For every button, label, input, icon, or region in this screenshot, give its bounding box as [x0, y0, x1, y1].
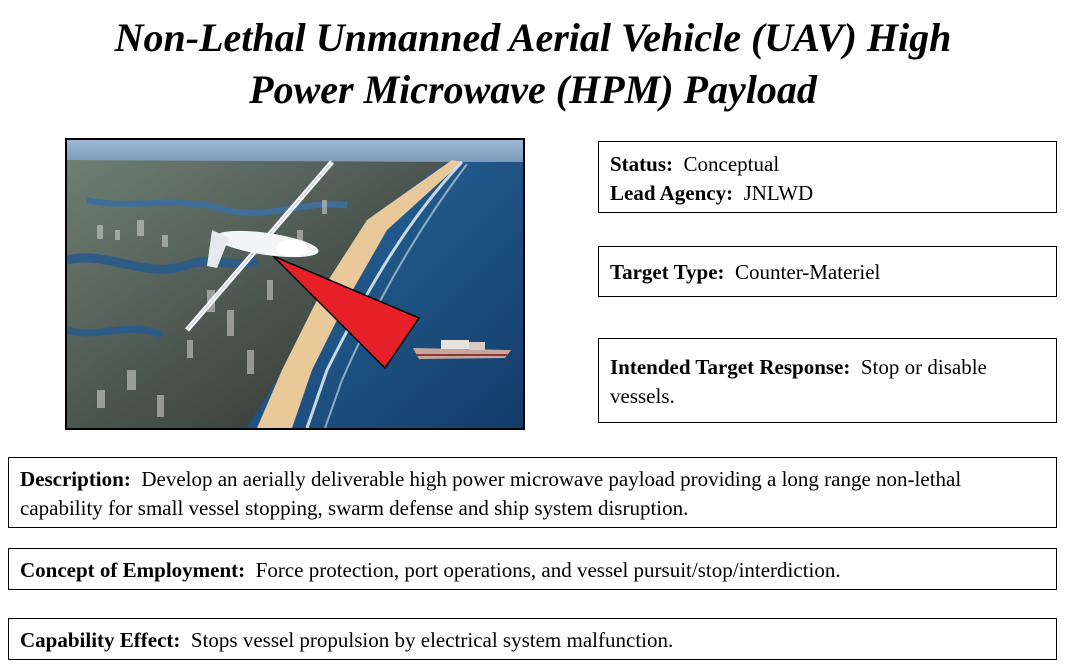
target-response-label: Intended Target Response:	[610, 355, 851, 379]
status-box	[598, 141, 1057, 213]
lead-agency-label: Lead Agency:	[610, 181, 734, 205]
description-label: Description:	[20, 467, 131, 491]
target-response-value: Stop or disable vessels.	[610, 355, 987, 408]
target-type-value: Counter-Materiel	[735, 260, 881, 284]
capability-value: Stops vessel propulsion by electrical system malfunction.	[190, 628, 674, 652]
concept-label: Concept of Employment:	[20, 558, 246, 582]
status-line	[610, 150, 1045, 179]
description-value: Develop an aerially deliverable high power microwave payload providing a long range non-lethal capability for small vessel stopping, swarm defense and ship system disruption.	[20, 467, 962, 520]
concept-of-employment-box	[8, 548, 1057, 590]
uav-illustration-graphic	[67, 140, 523, 428]
target-response-box	[598, 338, 1057, 423]
capability-label: Capability Effect:	[20, 628, 181, 652]
capability-effect-box	[8, 618, 1057, 660]
status-label: Status:	[610, 152, 674, 176]
target-type-box	[598, 246, 1057, 297]
page-title	[0, 12, 1066, 116]
title-line-1: Non-Lethal Unmanned Aerial Vehicle (UAV) High	[114, 15, 952, 60]
description-box	[8, 457, 1057, 528]
status-value: Conceptual	[683, 152, 780, 176]
uav-illustration	[65, 138, 525, 430]
target-type-label: Target Type:	[610, 260, 725, 284]
concept-value: Force protection, port operations, and vessel pursuit/stop/interdiction.	[255, 558, 841, 582]
lead-agency-value: JNLWD	[743, 181, 814, 205]
title-line-2: Power Microwave (HPM) Payload	[249, 67, 817, 112]
lead-agency-line	[610, 179, 1045, 208]
